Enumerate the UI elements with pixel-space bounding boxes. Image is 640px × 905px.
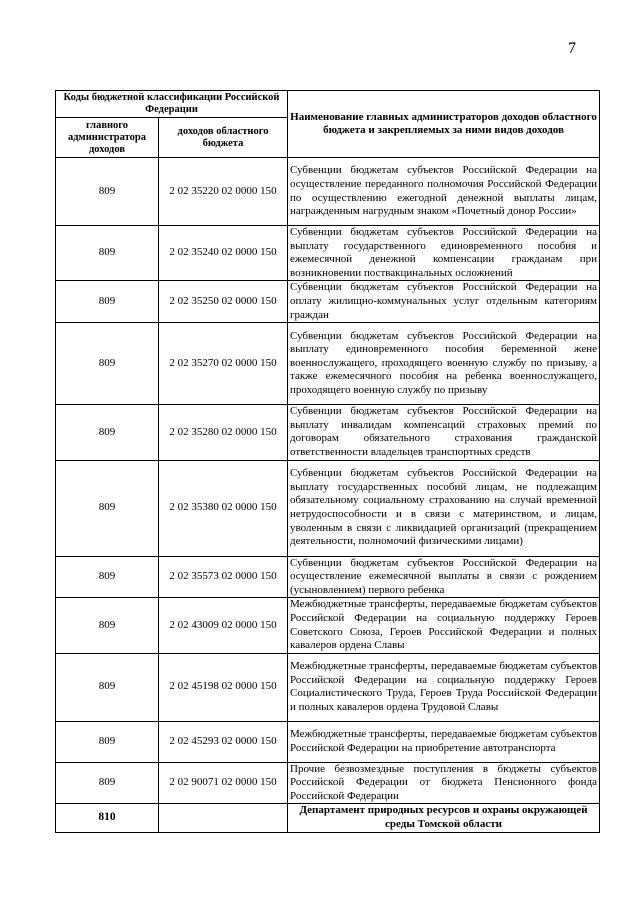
table-body bbox=[56, 158, 600, 833]
cell-income-code: 2 02 35250 02 0000 150 bbox=[159, 281, 288, 323]
cell-income-code: 2 02 90071 02 0000 150 bbox=[159, 762, 288, 804]
cell-income-name: Субвенции бюджетам субъектов Российской Федерации на оплату жилищно-коммунальных услуг отдельным категориям граждан bbox=[288, 281, 600, 323]
header-regional-income-code: доходов областного бюджета bbox=[159, 118, 288, 158]
cell-income-code: 2 02 35380 02 0000 150 bbox=[159, 460, 288, 556]
cell-admin-code: 809 bbox=[56, 556, 159, 598]
cell-admin-code: 809 bbox=[56, 226, 159, 281]
cell-admin-code: 809 bbox=[56, 721, 159, 762]
cell-admin-code: 809 bbox=[56, 598, 159, 653]
table-row bbox=[56, 653, 600, 721]
cell-income-code: 2 02 35270 02 0000 150 bbox=[159, 323, 288, 405]
cell-income-code: 2 02 35573 02 0000 150 bbox=[159, 556, 288, 598]
cell-admin-code: 810 bbox=[56, 804, 159, 832]
cell-income-code: 2 02 43009 02 0000 150 bbox=[159, 598, 288, 653]
table-header-row-group bbox=[56, 91, 600, 118]
table-row bbox=[56, 158, 600, 226]
cell-income-name: Субвенции бюджетам субъектов Российской Федерации на выплату единовременного пособия беременной жене военнослужащего, проходящего военную службу по призыву, а также ежемесячного пособия на ребенка военнослужащего, проходящего военную службу по призыву bbox=[288, 323, 600, 405]
cell-income-name: Субвенции бюджетам субъектов Российской Федерации на выплату государственных пособий лицам, не подлежащим обязательному социальному страхованию на случай временной нетрудоспособности и в связи с материнством, и лицам, уволенным в связи с ликвидацией организаций (прекращением деятельности, полномочий физическими лицами) bbox=[288, 460, 600, 556]
cell-income-name: Субвенции бюджетам субъектов Российской Федерации на выплату инвалидам компенсаций страховых премий по договорам обязательного страхования гражданской ответственности владельцев транспортных средств bbox=[288, 405, 600, 460]
cell-income-name: Межбюджетные трансферты, передаваемые бюджетам субъектов Российской Федерации на приобретение автотранспорта bbox=[288, 721, 600, 762]
cell-admin-code: 809 bbox=[56, 323, 159, 405]
header-administrator-name: Наименование главных администраторов доходов областного бюджета и закрепляемых за ними видов доходов bbox=[288, 91, 600, 158]
cell-income-name: Межбюджетные трансферты, передаваемые бюджетам субъектов Российской Федерации на социальную поддержку Героев Социалистического Труда, Героев Труда Российской Федерации и полных кавалеров ордена Трудовой Славы bbox=[288, 653, 600, 721]
cell-income-code: 2 02 35280 02 0000 150 bbox=[159, 405, 288, 460]
cell-income-name: Субвенции бюджетам субъектов Российской Федерации на осуществление ежемесячной выплаты в связи с рождением (усыновлением) первого ребенка bbox=[288, 556, 600, 598]
cell-admin-code: 809 bbox=[56, 158, 159, 226]
table-row bbox=[56, 556, 600, 598]
cell-admin-code: 809 bbox=[56, 405, 159, 460]
cell-admin-code: 809 bbox=[56, 460, 159, 556]
cell-admin-code: 809 bbox=[56, 281, 159, 323]
table-row bbox=[56, 762, 600, 804]
cell-income-code: 2 02 45293 02 0000 150 bbox=[159, 721, 288, 762]
cell-income-name: Субвенции бюджетам субъектов Российской Федерации на выплату государственного единовременного пособия и ежемесячной денежной компенсации гражданам при возникновении поствакцинальных осложнений bbox=[288, 226, 600, 281]
budget-classification-table bbox=[55, 90, 600, 833]
page-number: 7 bbox=[568, 40, 576, 57]
header-classification-codes: Коды бюджетной классификации Российской Федерации bbox=[56, 91, 288, 118]
cell-income-code: 2 02 35220 02 0000 150 bbox=[159, 158, 288, 226]
table-row bbox=[56, 281, 600, 323]
cell-income-code bbox=[159, 804, 288, 832]
cell-income-code: 2 02 45198 02 0000 150 bbox=[159, 653, 288, 721]
cell-income-name: Межбюджетные трансферты, передаваемые бюджетам субъектов Российской Федерации на социальную поддержку Героев Советского Союза, Героев Российской Федерации и полных кавалеров ордена Славы bbox=[288, 598, 600, 653]
table-row bbox=[56, 804, 600, 832]
table-row bbox=[56, 460, 600, 556]
cell-income-name: Прочие безвозмездные поступления в бюджеты субъектов Российской Федерации от бюджета Пенсионного фонда Российской Федерации bbox=[288, 762, 600, 804]
cell-income-code: 2 02 35240 02 0000 150 bbox=[159, 226, 288, 281]
header-main-administrator-code: главного администратора доходов bbox=[56, 118, 159, 158]
cell-income-name: Департамент природных ресурсов и охраны окружающей среды Томской области bbox=[288, 804, 600, 832]
table-row bbox=[56, 323, 600, 405]
cell-admin-code: 809 bbox=[56, 762, 159, 804]
table-row bbox=[56, 598, 600, 653]
table-row bbox=[56, 226, 600, 281]
cell-income-name: Субвенции бюджетам субъектов Российской Федерации на осуществление переданного полномочия Российской Федерации по осуществлению ежегодной денежной выплаты лицам, награжденным нагрудным знаком «Почетный донор России» bbox=[288, 158, 600, 226]
cell-admin-code: 809 bbox=[56, 653, 159, 721]
table-row bbox=[56, 721, 600, 762]
table-row bbox=[56, 405, 600, 460]
